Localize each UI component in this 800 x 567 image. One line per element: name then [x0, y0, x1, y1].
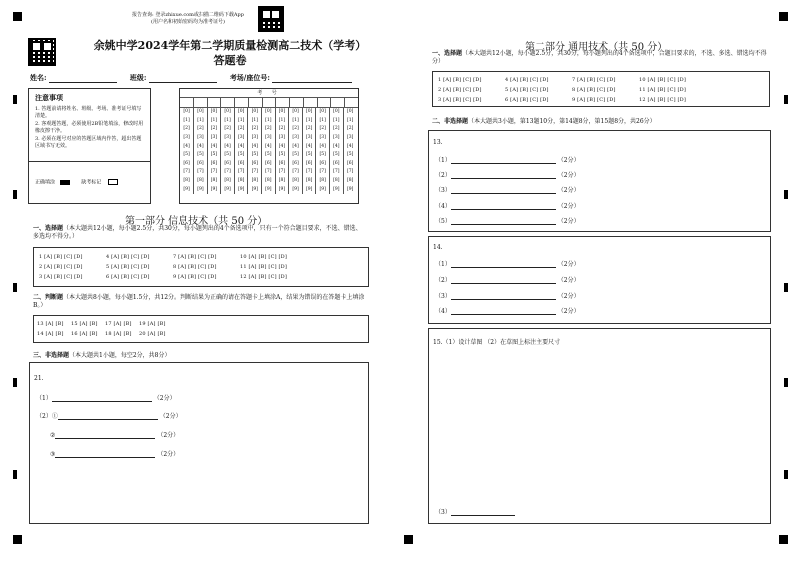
q21-answer-box: 21. （1） （2分） （2）① （2分） ② （2分） ③ （2分）	[29, 362, 369, 524]
part1-choice-box	[33, 247, 369, 287]
side-mark	[784, 190, 788, 199]
exam-digit-cell[interactable]	[248, 98, 262, 107]
exam-digit-bubble[interactable]: [5]	[343, 151, 357, 160]
exam-digit-bubble[interactable]: [6]	[207, 160, 221, 169]
exam-digit-bubble[interactable]: [2]	[183, 126, 190, 132]
exam-digit-bubble[interactable]: [2]	[289, 125, 303, 134]
exam-number-entry-row[interactable]	[180, 98, 358, 108]
instruction-item: 1. 答题前请将姓名、班级、考场、准考证号填写清楚。	[35, 106, 142, 119]
instruction-item: 2. 客观题答题，必须使用2B铅笔填涂，修改时用橡皮擦干净。	[35, 121, 144, 134]
answer-option-group[interactable]: 5 [A] [B] [C] [D]	[106, 264, 150, 270]
answer-option-group[interactable]: 8 [A] [B] [C] [D]	[572, 87, 616, 93]
exam-digit-bubble[interactable]: [9]	[207, 185, 221, 194]
exam-digit-bubble[interactable]: [7]	[194, 168, 208, 177]
part2-choice-box	[432, 71, 770, 107]
exam-digit-bubble[interactable]: [1]	[221, 117, 235, 126]
exam-digit-bubble[interactable]: [9]	[330, 185, 344, 194]
exam-digit-bubble[interactable]: [4]	[234, 142, 248, 151]
q13-line[interactable]: （5） （2分）	[435, 218, 580, 225]
exam-digit-bubble[interactable]: [6]	[330, 160, 344, 169]
exam-digit-cell[interactable]	[207, 98, 221, 107]
exam-digit-bubble[interactable]: [5]	[289, 151, 303, 160]
exam-digit-bubble[interactable]: [4]	[262, 142, 276, 151]
exam-digit-bubble[interactable]: [7]	[262, 168, 276, 177]
answer-option-group[interactable]: 13 [A] [B]	[37, 321, 64, 327]
exam-digit-bubble[interactable]: [7]	[275, 168, 289, 177]
exam-digit-bubble[interactable]: [5]	[248, 151, 262, 160]
exam-digit-bubble[interactable]: [4]	[289, 142, 303, 151]
registration-mark	[404, 535, 413, 544]
exam-digit-bubble[interactable]: [1]	[302, 117, 316, 126]
exam-digit-bubble[interactable]: [8]	[343, 177, 357, 186]
exam-digit-bubble[interactable]: [1]	[234, 117, 248, 126]
exam-digit-bubble[interactable]: [8]	[289, 177, 303, 186]
seat-field[interactable]	[272, 82, 352, 83]
q13-line[interactable]: （3） （2分）	[435, 187, 580, 194]
answer-option-group[interactable]: 3 [A] [B] [C] [D]	[438, 97, 482, 103]
exam-digit-bubble[interactable]: [9]	[316, 185, 330, 194]
name-field[interactable]	[49, 82, 117, 83]
exam-digit-bubble[interactable]: [0]	[262, 108, 276, 117]
exam-digit-bubble[interactable]: [2]	[302, 125, 316, 134]
answer-option-group[interactable]: 1 [A] [B] [C] [D]	[438, 77, 482, 83]
exam-digit-bubble[interactable]: [9]	[302, 185, 316, 194]
exam-digit-bubble[interactable]: [3]	[248, 134, 262, 143]
exam-digit-bubble[interactable]: [1]	[207, 117, 221, 126]
exam-digit-bubble[interactable]: [8]	[183, 178, 190, 184]
part2-heading: 第二部分 通用技术（共 50 分）	[525, 42, 668, 53]
exam-digit-bubble[interactable]: [3]	[262, 134, 276, 143]
q14-line[interactable]: （4） （2分）	[435, 308, 580, 315]
exam-digit-bubble[interactable]: [8]	[234, 177, 248, 186]
exam-digit-bubble[interactable]: [5]	[207, 151, 221, 160]
answer-option-group[interactable]: 7 [A] [B] [C] [D]	[173, 254, 217, 260]
page-title: 余姚中学2024学年第二学期质量检测高二技术（学考） 答题卷	[93, 39, 367, 67]
exam-digit-bubble[interactable]: [5]	[302, 151, 316, 160]
exam-digit-bubble[interactable]: [3]	[221, 134, 235, 143]
exam-digit-bubble[interactable]: [4]	[316, 142, 330, 151]
exam-digit-cell[interactable]	[275, 98, 289, 107]
exam-digit-bubble[interactable]: [0]	[289, 108, 303, 117]
app-qr-code	[258, 6, 284, 32]
part1-sec2-desc: 二、判断题（本大题共8小题，每小题1.5分，共12分。判断结果为正确的请在答题卡上填涂A，结果为错误的在答题卡上填涂B。）	[33, 294, 365, 309]
exam-digit-bubble[interactable]: [9]	[289, 185, 303, 194]
exam-digit-bubble[interactable]: [9]	[221, 185, 235, 194]
exam-digit-bubble[interactable]: [5]	[262, 151, 276, 160]
exam-digit-bubble[interactable]: [8]	[221, 177, 235, 186]
exam-digit-bubble[interactable]: [6]	[221, 160, 235, 169]
exam-digit-bubble[interactable]: [7]	[302, 168, 316, 177]
exam-digit-cell[interactable]	[317, 98, 331, 107]
exam-digit-bubble[interactable]: [8]	[194, 177, 208, 186]
exam-digit-bubble[interactable]: [0]	[183, 109, 190, 115]
q21-line[interactable]: （1） （2分）	[36, 395, 176, 402]
exam-digit-cell[interactable]	[303, 98, 317, 107]
exam-digit-bubble[interactable]: [1]	[248, 117, 262, 126]
exam-digit-bubble[interactable]: [1]	[316, 117, 330, 126]
exam-digit-bubble[interactable]: [7]	[289, 168, 303, 177]
exam-number-grid: 考 号 [0] [0] [0] [0] [0] [0] [0] [0] [0] [0] [0] [0] [0] [1] [1] [1] [1] [1] [1] [1] [1] [1] [1] [1] [1] [1] [2] [2] [2] [2] [2] [2] [2] [2] [2] [2] [2] [2] [2] [3] [3] [3] [3] [3] [3] [3] [3] [3] [3] [3] [3] [3] [4] [4] [4] [4] [4] [4] [4] [4] [4] [4] [4] [4] [4] [5] [5] [5] [5] [5] [5] [5] [5] [5] [5] [5] [5] [5] [6] [6] [6] [6] [6] [6] [6] [6] [6] [6] [6] [6] [6] [7] [7] [7] [7] [7] [7] [7] [7] [7] [7] [7] [7] [7] [8] [8] [8] [8] [8] [8] [8] [8] [8] [8] [8] [8] [8] [9] [9] [9] [9] [9] [9] [9] [9] [9] [9] [9] [9] [9]	[179, 88, 359, 204]
q21-line[interactable]: （2）① （2分）	[36, 413, 182, 420]
answer-option-group[interactable]: 17 [A] [B]	[105, 321, 132, 327]
exam-digit-bubble[interactable]: [7]	[316, 168, 330, 177]
answer-option-group[interactable]: 2 [A] [B] [C] [D]	[39, 264, 83, 270]
instructions-box: 注意事项 1. 答题前请将姓名、班级、考场、准考证号填写清楚。 2. 客观题答题，必须使用2B铅笔填涂，修改时用橡皮擦干净。 3. 必须在题号对应的答题区域内作答，超出答题区域书写无效。 正确填涂 缺考标记	[28, 88, 151, 204]
exam-digit-bubble[interactable]: [1]	[194, 117, 208, 126]
exam-digit-bubble[interactable]: [3]	[316, 134, 330, 143]
exam-digit-cell[interactable]	[220, 98, 234, 107]
exam-digit-bubble[interactable]: [2]	[275, 125, 289, 134]
exam-digit-bubble[interactable]: [2]	[330, 125, 344, 134]
answer-option-group[interactable]: 18 [A] [B]	[105, 331, 132, 337]
instruction-item: 3. 必须在题号对应的答题区域内作答，超出答题区域书写无效。	[35, 136, 142, 149]
exam-digit-bubble[interactable]: [7]	[207, 168, 221, 177]
exam-digit-bubble[interactable]: [4]	[343, 142, 357, 151]
answer-option-group[interactable]: 10 [A] [B] [C] [D]	[240, 254, 288, 260]
exam-digit-bubble[interactable]: [0]	[207, 108, 221, 117]
exam-digit-bubble[interactable]: [5]	[316, 151, 330, 160]
registration-mark	[779, 12, 788, 21]
answer-option-group[interactable]: 8 [A] [B] [C] [D]	[173, 264, 217, 270]
exam-digit-bubble[interactable]: [5]	[183, 152, 190, 158]
exam-digit-bubble[interactable]: [4]	[275, 142, 289, 151]
answer-option-group[interactable]: 19 [A] [B]	[139, 321, 166, 327]
exam-digit-bubble[interactable]: [6]	[194, 160, 208, 169]
exam-digit-cell[interactable]	[289, 98, 303, 107]
exam-digit-cell[interactable]	[330, 98, 344, 107]
exam-digit-bubble[interactable]: [6]	[275, 160, 289, 169]
answer-option-group[interactable]: 10 [A] [B] [C] [D]	[639, 77, 687, 83]
registration-mark	[779, 535, 788, 544]
exam-digit-bubble[interactable]: [4]	[183, 143, 190, 149]
q13-answer-box: 13. （1） （2分） （2） （2分） （3） （2分） （4） （2分） （5） （2分）	[428, 130, 771, 232]
side-mark	[13, 470, 17, 479]
class-field[interactable]	[149, 82, 217, 83]
exam-digit-bubble[interactable]: [1]	[183, 117, 190, 123]
exam-digit-cell[interactable]	[193, 98, 207, 107]
q14-line[interactable]: （1） （2分）	[435, 261, 580, 268]
exam-digit-bubble[interactable]: [4]	[207, 142, 221, 151]
answer-option-group[interactable]: 12 [A] [B] [C] [D]	[639, 97, 687, 103]
exam-digit-bubble[interactable]: [4]	[302, 142, 316, 151]
answer-option-group[interactable]: 15 [A] [B]	[71, 321, 98, 327]
exam-digit-bubble[interactable]: [1]	[330, 117, 344, 126]
exam-digit-bubble[interactable]: [3]	[302, 134, 316, 143]
exam-digit-bubble[interactable]: [0]	[316, 108, 330, 117]
exam-digit-bubble[interactable]: [9]	[194, 185, 208, 194]
exam-digit-bubble[interactable]: [3]	[275, 134, 289, 143]
q13-line[interactable]: （1） （2分）	[435, 157, 580, 164]
exam-digit-bubble[interactable]: [1]	[262, 117, 276, 126]
exam-digit-bubble[interactable]: [2]	[262, 125, 276, 134]
exam-digit-bubble[interactable]: [4]	[194, 142, 208, 151]
exam-digit-bubble[interactable]: [2]	[234, 125, 248, 134]
exam-digit-bubble[interactable]: [5]	[275, 151, 289, 160]
exam-digit-bubble[interactable]: [6]	[302, 160, 316, 169]
exam-digit-bubble[interactable]: [8]	[316, 177, 330, 186]
exam-digit-bubble[interactable]: [9]	[183, 186, 190, 192]
answer-option-group[interactable]: 6 [A] [B] [C] [D]	[106, 274, 150, 280]
part2-sec1-desc: 一、选择题（本大题共12小题，每小题2.5分，共30分，每小题列出的4个备选项中，合题目要求的，不选、多选、错选均不得分）	[432, 50, 767, 65]
exam-digit-bubble[interactable]: [6]	[262, 160, 276, 169]
exam-digit-bubble[interactable]: [9]	[275, 185, 289, 194]
exam-digit-bubble[interactable]: [4]	[248, 142, 262, 151]
exam-digit-bubble[interactable]: [3]	[343, 134, 357, 143]
exam-digit-bubble[interactable]: [4]	[330, 142, 344, 151]
exam-digit-bubble[interactable]: [5]	[234, 151, 248, 160]
exam-digit-bubble[interactable]: [2]	[207, 125, 221, 134]
exam-digit-bubble[interactable]: [3]	[289, 134, 303, 143]
answer-option-group[interactable]: 6 [A] [B] [C] [D]	[505, 97, 549, 103]
side-mark	[784, 95, 788, 104]
q21-line[interactable]: ② （2分）	[50, 432, 180, 439]
q14-answer-box: 14. （1） （2分） （2） （2分） （3） （2分） （4） （2分）	[428, 236, 771, 324]
answer-option-group[interactable]: 1 [A] [B] [C] [D]	[39, 254, 83, 260]
answer-option-group[interactable]: 16 [A] [B]	[71, 331, 98, 337]
answer-option-group[interactable]: 9 [A] [B] [C] [D]	[173, 274, 217, 280]
part2-sec2-desc: 二、非选择题（本大题共3小题，第13题10分，第14题8分，第15题8分，共26分）	[432, 118, 656, 125]
part1-heading: 第一部分 信息技术（共 50 分）	[125, 216, 268, 227]
exam-digit-bubble[interactable]: [8]	[262, 177, 276, 186]
exam-digit-bubble[interactable]: [2]	[316, 125, 330, 134]
exam-digit-bubble[interactable]: [1]	[343, 117, 357, 126]
side-mark	[13, 378, 17, 387]
side-mark	[13, 95, 17, 104]
exam-digit-bubble[interactable]: [6]	[289, 160, 303, 169]
exam-digit-cell[interactable]	[262, 98, 276, 107]
exam-digit-bubble[interactable]: [5]	[194, 151, 208, 160]
registration-mark	[13, 535, 22, 544]
exam-digit-bubble[interactable]: [4]	[221, 142, 235, 151]
exam-digit-bubble[interactable]: [8]	[330, 177, 344, 186]
exam-digit-bubble[interactable]: [0]	[234, 108, 248, 117]
exam-digit-bubble[interactable]: [8]	[275, 177, 289, 186]
exam-digit-bubble[interactable]: [0]	[330, 108, 344, 117]
exam-digit-bubble[interactable]: [7]	[330, 168, 344, 177]
q13-line[interactable]: （4） （2分）	[435, 203, 580, 210]
exam-digit-cell[interactable]	[180, 98, 193, 107]
q13-line[interactable]: （2） （2分）	[435, 172, 580, 179]
answer-option-group[interactable]: 5 [A] [B] [C] [D]	[505, 87, 549, 93]
exam-digit-bubble[interactable]: [1]	[275, 117, 289, 126]
report-notice: 报告查询: 登录zhixue.com或扫描二维码下载App (用户名和初始密码均为准考证号)	[132, 12, 244, 25]
exam-digit-bubble[interactable]: [5]	[330, 151, 344, 160]
exam-digit-bubble[interactable]: [2]	[194, 125, 208, 134]
answer-option-group[interactable]: 4 [A] [B] [C] [D]	[505, 77, 549, 83]
exam-digit-bubble[interactable]: [5]	[221, 151, 235, 160]
exam-digit-bubble[interactable]: [2]	[221, 125, 235, 134]
answer-option-group[interactable]: 11 [A] [B] [C] [D]	[240, 264, 288, 270]
q15-answer-box[interactable]: 15.（1）设计草图 （2）在草图上标注主要尺寸 （3）	[428, 328, 771, 524]
answer-option-group[interactable]: 11 [A] [B] [C] [D]	[639, 87, 687, 93]
side-mark	[13, 283, 17, 292]
exam-digit-bubble[interactable]: [0]	[343, 108, 357, 117]
exam-digit-cell[interactable]	[344, 98, 358, 107]
fill-legend: 正确填涂 缺考标记	[35, 179, 118, 187]
q21-line[interactable]: ③ （2分）	[50, 451, 180, 458]
exam-digit-bubble[interactable]: [6]	[248, 160, 262, 169]
correct-fill-icon	[60, 180, 70, 185]
exam-digit-bubble[interactable]: [0]	[275, 108, 289, 117]
exam-digit-bubble[interactable]: [6]	[183, 160, 190, 166]
answer-option-group[interactable]: 2 [A] [B] [C] [D]	[438, 87, 482, 93]
exam-digit-bubble[interactable]: [6]	[343, 160, 357, 169]
exam-digit-bubble[interactable]: [7]	[248, 168, 262, 177]
exam-digit-bubble[interactable]: [8]	[248, 177, 262, 186]
exam-digit-bubble[interactable]: [9]	[234, 185, 248, 194]
student-info-row: 姓名: 班级: 考场/座位号:	[30, 73, 352, 83]
exam-digit-bubble[interactable]: [0]	[302, 108, 316, 117]
exam-digit-bubble[interactable]: [7]	[234, 168, 248, 177]
part1-judge-box	[33, 315, 369, 343]
exam-digit-bubble[interactable]: [1]	[289, 117, 303, 126]
side-mark	[13, 190, 17, 199]
answer-option-group[interactable]: 7 [A] [B] [C] [D]	[572, 77, 616, 83]
exam-digit-cell[interactable]	[234, 98, 248, 107]
exam-digit-bubble[interactable]: [7]	[183, 169, 190, 175]
answer-option-group[interactable]: 9 [A] [B] [C] [D]	[572, 97, 616, 103]
q15-line[interactable]: （3）	[435, 507, 515, 516]
exam-digit-bubble[interactable]: [9]	[262, 185, 276, 194]
side-mark	[784, 470, 788, 479]
answer-option-group[interactable]: 20 [A] [B]	[139, 331, 166, 337]
side-mark	[784, 378, 788, 387]
exam-digit-bubble[interactable]: [0]	[221, 108, 235, 117]
exam-number-bubbles[interactable]	[180, 108, 357, 194]
exam-digit-bubble[interactable]: [3]	[194, 134, 208, 143]
answer-option-group[interactable]: 4 [A] [B] [C] [D]	[106, 254, 150, 260]
exam-digit-bubble[interactable]: [3]	[207, 134, 221, 143]
exam-digit-bubble[interactable]: [2]	[343, 125, 357, 134]
exam-digit-bubble[interactable]: [8]	[207, 177, 221, 186]
exam-digit-bubble[interactable]: [3]	[234, 134, 248, 143]
answer-option-group[interactable]: 14 [A] [B]	[37, 331, 64, 337]
registration-mark	[13, 12, 22, 21]
answer-option-group[interactable]: 3 [A] [B] [C] [D]	[39, 274, 83, 280]
part1-sec1-desc: 一、选择题（本大题共12小题，每小题2.5分，共30分，每小题列出的4个备选项中，只有一个符合题目要求，不选、错选、多选均不得分。）	[33, 225, 362, 240]
exam-digit-bubble[interactable]: [7]	[221, 168, 235, 177]
exam-digit-bubble[interactable]: [8]	[302, 177, 316, 186]
exam-digit-bubble[interactable]: [3]	[330, 134, 344, 143]
answer-option-group[interactable]: 12 [A] [B] [C] [D]	[240, 274, 288, 280]
exam-digit-bubble[interactable]: [0]	[248, 108, 262, 117]
exam-digit-bubble[interactable]: [6]	[316, 160, 330, 169]
exam-digit-bubble[interactable]: [0]	[194, 108, 208, 117]
side-mark	[784, 283, 788, 292]
exam-digit-bubble[interactable]: [6]	[234, 160, 248, 169]
exam-digit-bubble[interactable]: [2]	[248, 125, 262, 134]
exam-digit-bubble[interactable]: [7]	[343, 168, 357, 177]
q14-line[interactable]: （2） （2分）	[435, 277, 580, 284]
exam-digit-bubble[interactable]: [3]	[183, 135, 190, 141]
sheet-qr-code	[28, 38, 56, 66]
q14-line[interactable]: （3） （2分）	[435, 293, 580, 300]
absent-mark-checkbox[interactable]	[108, 179, 118, 185]
exam-digit-bubble[interactable]: [9]	[248, 185, 262, 194]
exam-digit-bubble[interactable]: [9]	[343, 185, 357, 194]
part1-sec3-desc: 三、非选择题（本大题共1小题，每空2分，共8分）	[33, 352, 171, 359]
